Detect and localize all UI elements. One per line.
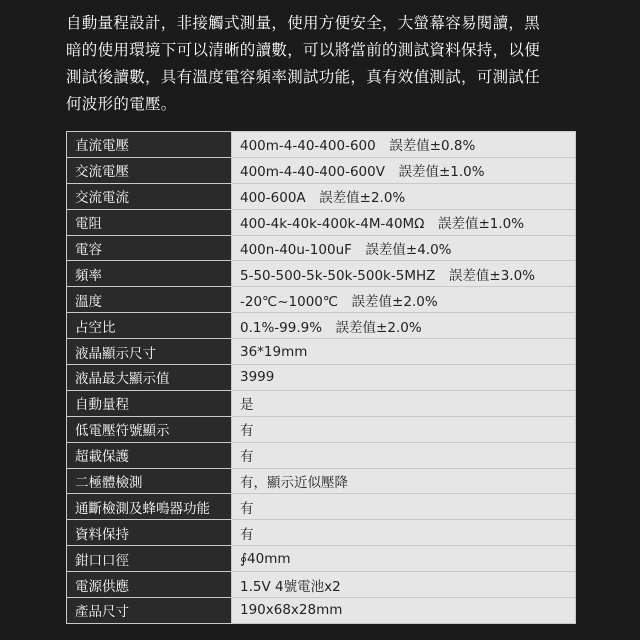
spec-label: 電阻	[67, 209, 232, 235]
table-row	[67, 183, 576, 209]
table-row	[67, 261, 576, 287]
table-row	[67, 313, 576, 339]
table-row	[67, 287, 576, 313]
spec-value: ∮40mm	[232, 546, 576, 572]
spec-value: 0.1%-99.9% 誤差值±2.0%	[232, 313, 576, 339]
spec-value: -20℃~1000℃ 誤差值±2.0%	[232, 287, 576, 313]
spec-value: 400m-4-40-400-600V 誤差值±1.0%	[232, 157, 576, 183]
spec-label: 自動量程	[67, 390, 232, 416]
spec-value: 有	[232, 520, 576, 546]
spec-value: 有	[232, 494, 576, 520]
table-row	[67, 416, 576, 442]
spec-value: 1.5V 4號電池x2	[232, 572, 576, 598]
spec-label: 液晶顯示尺寸	[67, 339, 232, 365]
spec-value: 400m-4-40-400-600 誤差值±0.8%	[232, 132, 576, 158]
spec-label: 交流電壓	[67, 157, 232, 183]
spec-value: 有，顯示近似壓降	[232, 468, 576, 494]
spec-value: 有	[232, 442, 576, 468]
table-row	[67, 209, 576, 235]
table-row	[67, 132, 576, 158]
spec-label: 溫度	[67, 287, 232, 313]
spec-label: 占空比	[67, 313, 232, 339]
table-row	[67, 468, 576, 494]
spec-value: 190x68x28mm	[232, 598, 576, 624]
spec-label: 二極體檢測	[67, 468, 232, 494]
spec-table	[66, 131, 576, 624]
table-row	[67, 572, 576, 598]
table-row	[67, 235, 576, 261]
spec-value: 有	[232, 416, 576, 442]
intro-line: 自動量程設計，非接觸式測量，使用方便安全，大螢幕容易閱讀，黑	[66, 14, 541, 32]
spec-value: 400-600A 誤差值±2.0%	[232, 183, 576, 209]
table-row	[67, 494, 576, 520]
spec-label: 頻率	[67, 261, 232, 287]
table-row	[67, 598, 576, 624]
table-row	[67, 365, 576, 391]
intro-line: 何波形的電壓。	[66, 95, 177, 113]
table-row	[67, 390, 576, 416]
table-row	[67, 157, 576, 183]
spec-label: 資料保持	[67, 520, 232, 546]
spec-label: 直流電壓	[67, 132, 232, 158]
table-row	[67, 442, 576, 468]
spec-value: 36*19mm	[232, 339, 576, 365]
spec-label: 低電壓符號顯示	[67, 416, 232, 442]
spec-value: 3999	[232, 365, 576, 391]
intro-line: 暗的使用環境下可以清晰的讀數，可以將當前的測試資料保持，以便	[66, 41, 541, 59]
spec-label: 液晶最大顯示值	[67, 365, 232, 391]
spec-value: 是	[232, 390, 576, 416]
table-row	[67, 520, 576, 546]
spec-label: 產品尺寸	[67, 598, 232, 624]
intro-line: 測試後讀數，具有溫度電容頻率測試功能，真有效值測試，可測試任	[66, 68, 541, 86]
spec-label: 交流電流	[67, 183, 232, 209]
table-row	[67, 546, 576, 572]
spec-label: 電容	[67, 235, 232, 261]
spec-value: 400n-40u-100uF 誤差值±4.0%	[232, 235, 576, 261]
spec-value: 400-4k-40k-400k-4M-40MΩ 誤差值±1.0%	[232, 209, 576, 235]
spec-value: 5-50-500-5k-50k-500k-5MHZ 誤差值±3.0%	[232, 261, 576, 287]
spec-label: 超載保護	[67, 442, 232, 468]
table-row	[67, 339, 576, 365]
spec-label: 鉗口口徑	[67, 546, 232, 572]
spec-label: 電源供應	[67, 572, 232, 598]
intro-paragraph	[66, 10, 586, 118]
spec-label: 通斷檢測及蜂鳴器功能	[67, 494, 232, 520]
